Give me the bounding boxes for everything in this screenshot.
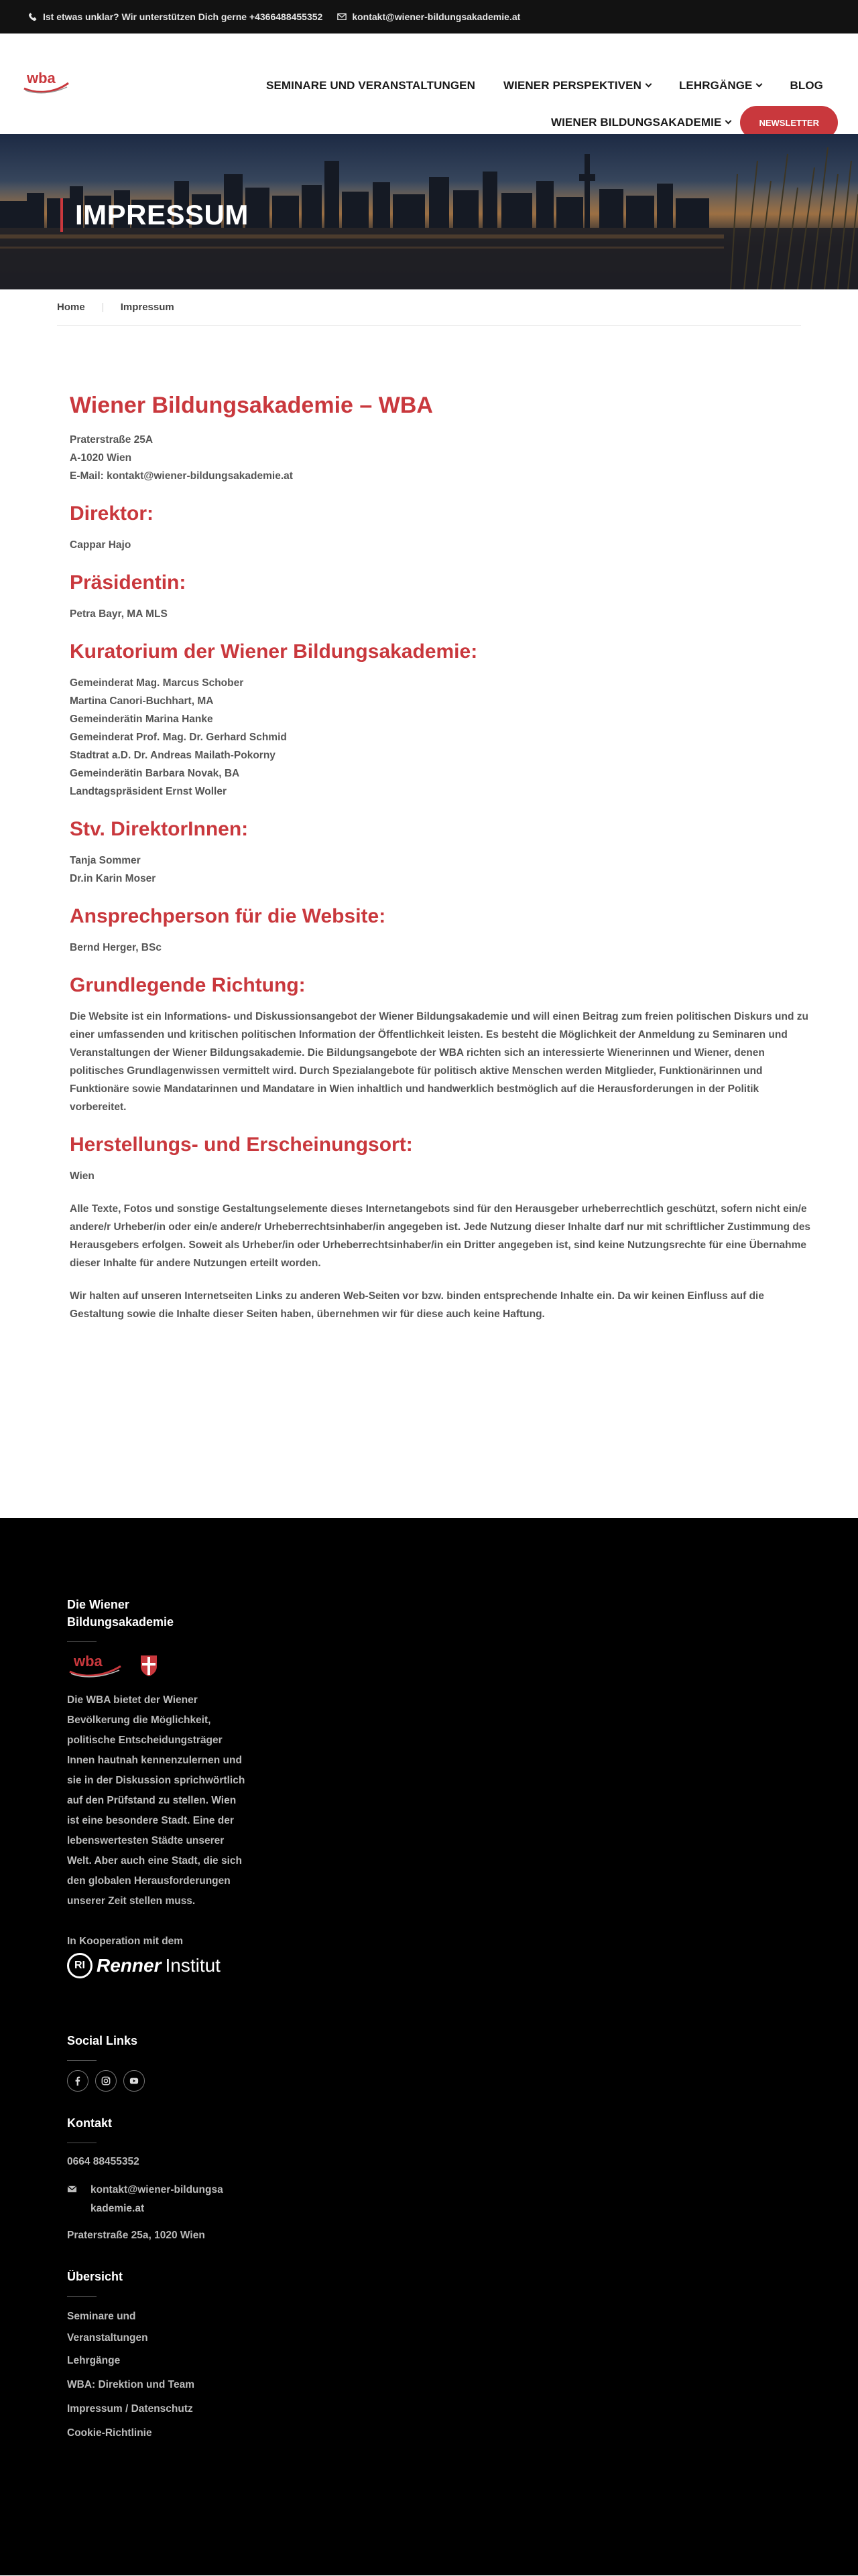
help-text: Ist etwas unklar? Wir unterstützen Dich gerne +4366488455352 (43, 11, 323, 22)
nav-wiener-perspektiven[interactable] (503, 79, 651, 92)
chevron-down-icon (725, 118, 732, 125)
impressum-content (34, 326, 824, 1518)
stv-member: Tanja Sommer (70, 855, 141, 866)
social-title: Social Links (67, 2034, 138, 2047)
phone-icon (28, 12, 38, 21)
newsletter-button[interactable]: NEWSLETTER (740, 106, 838, 139)
kuratorium-member: Gemeinderätin Barbara Novak, BA (70, 768, 240, 779)
stv-member: Dr.in Karin Moser (70, 873, 156, 884)
main-nav (266, 79, 823, 92)
instagram-icon (101, 2076, 111, 2086)
address-line: A-1020 Wien (70, 452, 132, 464)
ansprech-heading: Ansprechperson für die Website: (70, 905, 386, 927)
divider (67, 1641, 97, 1642)
divider (67, 2296, 97, 2297)
footer-link-impressum[interactable]: Impressum / Datenschutz (67, 2403, 193, 2415)
footer-link-lehrgaenge[interactable]: Lehrgänge (67, 2355, 121, 2366)
facebook-link[interactable] (67, 2070, 88, 2092)
footer-logos (67, 1651, 858, 1680)
address-block (70, 431, 824, 485)
wba-footer-logo[interactable] (67, 1651, 123, 1680)
help-contact[interactable] (28, 11, 322, 22)
wba-logo[interactable] (23, 67, 71, 96)
praesidentin-name: Petra Bayr, MA MLS (70, 608, 168, 620)
kuratorium-member: Gemeinderat Mag. Marcus Schober (70, 677, 244, 689)
herstellung-heading: Herstellungs- und Erscheinungsort: (70, 1134, 413, 1156)
instagram-link[interactable] (95, 2070, 117, 2092)
address-line: Praterstraße 25A (70, 434, 154, 446)
nav-label: LEHRGÄNGE (678, 79, 753, 92)
nav-label: WIENER PERSPEKTIVEN (503, 79, 641, 92)
nav-label: WIENER BILDUNGSAKADEMIE (550, 116, 722, 129)
breadcrumb-current: Impressum (120, 301, 174, 313)
stv-heading: Stv. DirektorInnen: (70, 818, 249, 840)
youtube-icon (129, 2076, 139, 2086)
content-title: Wiener Bildungsakademie – WBA (70, 393, 433, 418)
page-title: IMPRESSUM (60, 198, 249, 232)
nav-seminare[interactable] (266, 79, 475, 92)
footer-address: Praterstraße 25a, 1020 Wien (67, 2230, 205, 2241)
address-email[interactable]: E-Mail: kontakt@wiener-bildungsakademie.at (70, 470, 293, 482)
kontakt-title: Kontakt (67, 2116, 112, 2130)
topbar-email-text: kontakt@wiener-bildungsakademie.at (352, 11, 521, 22)
footer-link-cookie[interactable]: Cookie-Richtlinie (67, 2427, 152, 2439)
cooperation-label: In Kooperation mit dem (67, 1936, 184, 1947)
kuratorium-member: Gemeinderat Prof. Mag. Dr. Gerhard Schmid (70, 732, 287, 743)
copyright-text: Alle Texte, Fotos und sonstige Gestaltungselemente dieses Internetangebots sind für den Herausgeber urheberrechtlich geschützt, sofern nicht ein/e andere/r Urheber/in oder ein/e andere/r Urheberrechtsinhaber/in angegeben ist. Jede Nutzung dieser Inhalte darf nur mit schriftlicher Zustimmung des Herausgebers erfolgen. Soweit als Urheber/in oder Urheberrechtsinhaber/in ein Dritter angegeben ist, sind keine Nutzungsrechte für eine Übernahme dieser Inhalte für andere Nutzungen erteilt worden. (70, 1203, 811, 1269)
kuratorium-member: Martina Canori-Buchhart, MA (70, 695, 214, 707)
kontakt-section (67, 2114, 858, 2245)
nav-wiener-bildungsakademie[interactable] (551, 116, 731, 129)
logo-text: wba (27, 70, 56, 86)
footer-about-title: Die Wiener Bildungsakademie (67, 1598, 174, 1629)
nav-blog[interactable] (790, 79, 823, 92)
site-footer (0, 1518, 858, 2575)
youtube-link[interactable] (123, 2070, 145, 2092)
kuratorium-list (70, 674, 824, 801)
footer-email-row[interactable] (67, 2181, 858, 2218)
social-links (67, 2070, 858, 2092)
direktor-heading: Direktor: (70, 502, 154, 525)
envelope-icon (337, 12, 347, 21)
direktor-name: Cappar Hajo (70, 539, 131, 551)
chevron-down-icon (756, 81, 763, 88)
kuratorium-member: Landtagspräsident Ernst Woller (70, 786, 227, 797)
kuratorium-member: Gemeinderätin Marina Hanke (70, 714, 213, 725)
topbar-email[interactable] (337, 11, 520, 22)
envelope-icon (67, 2184, 77, 2194)
nav-label: SEMINARE UND VERANSTALTUNGEN (266, 79, 476, 92)
footer-link-seminare[interactable]: Seminare und Veranstaltungen (67, 2311, 148, 2344)
kuratorium-heading: Kuratorium der Wiener Bildungsakademie: (70, 640, 478, 663)
social-section (67, 2032, 858, 2092)
richtung-heading: Grundlegende Richtung: (70, 974, 306, 996)
overview-title: Übersicht (67, 2270, 123, 2283)
breadcrumb (57, 289, 801, 326)
renner-bold: Renner (97, 1955, 162, 1976)
footer-email: kontakt@wiener-bildungsakademie.at (90, 2184, 223, 2214)
nav-lehrgaenge[interactable] (679, 79, 762, 92)
renner-light: Institut (165, 1955, 221, 1976)
vienna-coat-of-arms-icon (139, 1654, 158, 1677)
kuratorium-member: Stadtrat a.D. Dr. Andreas Mailath-Pokorny (70, 750, 275, 761)
overview-links (67, 2306, 858, 2445)
facebook-icon (73, 2076, 82, 2086)
footer-link-team[interactable]: WBA: Direktion und Team (67, 2379, 195, 2390)
footer-phone[interactable]: 0664 88455352 (67, 2156, 139, 2167)
site-header (0, 33, 858, 134)
herstellung-place: Wien (70, 1170, 95, 1182)
top-bar (0, 0, 858, 33)
richtung-text: Die Website ist ein Informations- und Diskussionsangebot der Wiener Bildungsakademie und will einen Beitrag zum freien politischen Diskurs und zu einer umfassenden und kritischen politischen Information der Öffentlichkeit leisten. Es besteht die Möglichkeit der Anmeldung zu Seminaren und Veranstaltungen der Wiener Bildungsakademie. Die Bildungsangebote der WBA richten sich an interessierte Wienerinnen und Wiener, denen politisches Grundlagenwissen vermittelt wird. Durch Spezialangebote für politisch aktive Menschen werden Mitglieder, Funktionärinnen und Funktionäre sowie Mandatarinnen und Mandatare in Wien inhaltlich und handwerklich bestmöglich auf die Herausforderungen in der Politik vorbereitet. (70, 1011, 808, 1113)
links-disclaimer-text: Wir halten auf unseren Internetseiten Links zu anderen Web-Seiten vor bzw. binden entsprechende Inhalte ein. Da wir keinen Einfluss auf die Gestaltung sowie die Inhalte dieser Seiten haben, übernehmen wir für diese auch keine Haftung. (70, 1290, 764, 1320)
footer-logo-text: wba (74, 1653, 103, 1670)
hero-banner (0, 134, 858, 289)
renner-institut-logo[interactable] (67, 1953, 858, 1978)
footer-about-text: Die WBA bietet der Wiener Bevölkerung die Möglichkeit, politische Entscheidungsträger Innen hautnah kennenzulernen und sie in der Diskussion sprichwörtlich auf den Prüfstand zu stellen. Wien ist eine besondere Stadt. Eine der lebenswertesten Städte unserer Welt. Aber auch eine Stadt, die sich den globalen Herausforderungen unserer Zeit stellen muss. (67, 1694, 245, 1907)
renner-badge: RI (67, 1953, 93, 1978)
chevron-down-icon (646, 81, 652, 88)
ansprech-name: Bernd Herger, BSc (70, 942, 162, 953)
overview-section (67, 2268, 858, 2445)
praesidentin-heading: Präsidentin: (70, 571, 186, 594)
breadcrumb-home[interactable]: Home (57, 301, 85, 313)
nav-label: BLOG (790, 79, 823, 92)
divider (67, 2060, 97, 2061)
